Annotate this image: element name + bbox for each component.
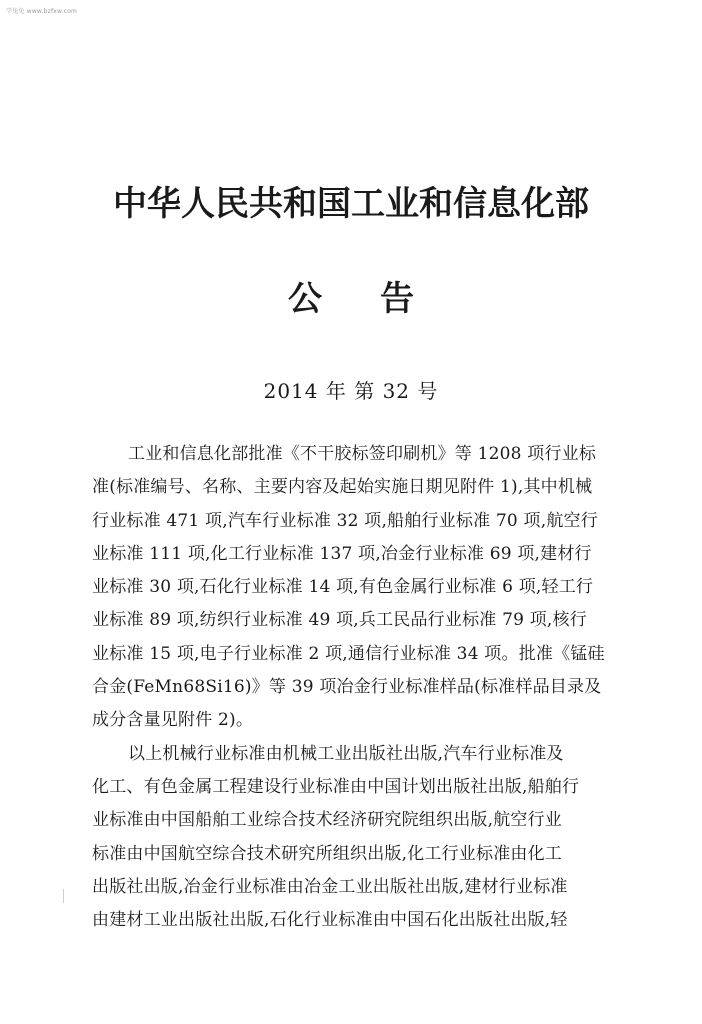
body-line: 工业和信息化部批准《不干胶标签印刷机》等 1208 项行业标 — [128, 444, 597, 464]
body-line: 业标准由中国船舶工业综合技术经济研究院组织出版,航空行业 — [92, 810, 563, 831]
body-line: 业标准 111 项,化工行业标准 137 项,冶金行业标准 69 项,建材行 — [92, 543, 592, 564]
body-line: 行业标准 471 项,汽车行业标准 32 项,船舶行业标准 70 项,航空行 — [92, 510, 598, 531]
issuer-title: 中华人民共和国工业和信息化部 — [113, 184, 589, 224]
body-line: 出版社出版,冶金行业标准由冶金工业出版社出版,建材行业标准 — [92, 876, 568, 897]
announcement-number: 2014 年 第 32 号 — [263, 379, 439, 403]
body-line: 业标准 89 项,纺织行业标准 49 项,兵工民品行业标准 79 项,核行 — [92, 610, 587, 631]
paragraph-1 — [92, 438, 624, 738]
announcement-body — [92, 438, 624, 937]
paragraph-2 — [92, 738, 624, 938]
body-line: 化工、有色金属工程建设行业标准由中国计划出版社出版,船舶行 — [92, 776, 580, 797]
body-line: 合金(FeMn68Si16)》等 39 项冶金行业标准样品(标准样品目录及 — [92, 677, 602, 698]
body-line: 以上机械行业标准由机械工业出版社出版,汽车行业标准及 — [128, 743, 564, 764]
body-line: 业标准 30 项,石化行业标准 14 项,有色金属行业标准 6 项,轻工行 — [92, 577, 594, 598]
scan-edge-mark — [63, 889, 64, 903]
body-line: 成分含量见附件 2)。 — [92, 710, 254, 731]
body-line: 标准由中国航空综合技术研究所组织出版,化工行业标准由化工 — [92, 843, 563, 864]
watermark-text: 学兔兔 www.bzfxw.com — [6, 8, 78, 15]
body-line: 业标准 15 项,电子行业标准 2 项,通信行业标准 34 项。批准《锰硅 — [92, 643, 605, 664]
announcement-heading: 公告 — [288, 279, 472, 319]
body-line: 由建材工业出版社出版,石化行业标准由中国石化出版社出版,轻 — [92, 910, 568, 931]
body-line: 准(标准编号、名称、主要内容及起始实施日期见附件 1),其中机械 — [92, 477, 593, 498]
